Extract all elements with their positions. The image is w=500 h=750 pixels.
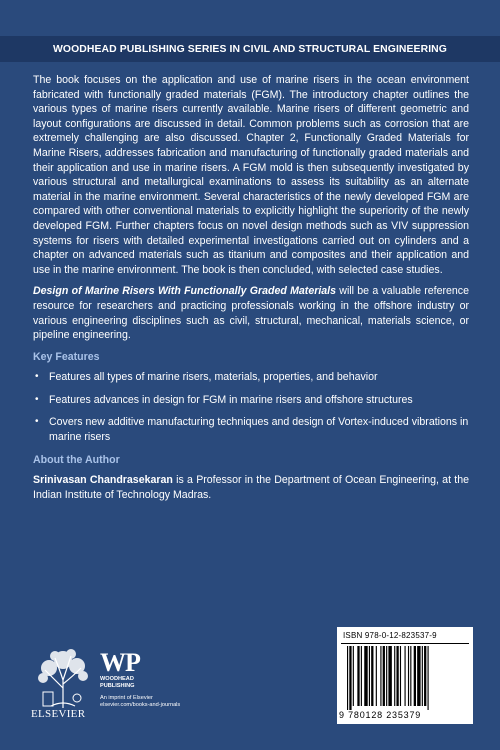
wp-name-line1: WOODHEAD: [100, 676, 134, 682]
elsevier-wordmark: ELSEVIER: [31, 708, 86, 720]
key-features-heading: Key Features: [33, 350, 100, 363]
feature-text: Features advances in design for FGM in marine risers and offshore structures: [49, 393, 413, 406]
feature-item: [33, 393, 469, 408]
bullet-icon: •: [35, 371, 39, 383]
series-banner: [0, 36, 500, 62]
isbn-label: ISBN 978-0-12-823537-9: [343, 631, 437, 640]
wp-name-line2: PUBLISHING: [100, 683, 135, 689]
imprint-line: An imprint of Elsevier: [100, 695, 153, 701]
barcode-digits: 9 780128 235379: [339, 710, 422, 720]
author-paragraph: [33, 473, 469, 502]
about-author-heading: About the Author: [33, 453, 120, 466]
wp-logo-mark: WP: [100, 648, 140, 677]
barcode-graphic: [341, 646, 469, 710]
description-paragraph: The book focuses on the application and use of marine risers in the ocean environment fabricated with functionally graded materials (FGM). The introductory chapter outlines the various types of marine risers currently available. Marine risers of different geometric and layout configurations are discussed in detail. Common problems such as corrosion that are extremely challenging are also discussed. Chapter 2, Functionally Graded Materials for Marine Risers, addresses fabrication and manufacturing of functionally graded materials and their application and use in marine risers. A FGM mold is then subsequently investigated by various structural and metallurgical examinations to assess its suitability as an alternate material in the marine environment. Several characteristics of the newly developed FGM are compared with other conventional materials to explicitly highlight the superiority of the newly developed FGM. Further chapters focus on novel design methods such as VIV suppression systems for risers with detailed experimental investigations carried out on cylinders and a chapter on advanced materials such as titanium and composites and their application and use in the marine environment. The book is then concluded, with selected case studies.: [33, 74, 469, 276]
audience-text: will be a valuable reference resource for researchers and practicing professionals working in the offshore industry or various engineering disciplines such as civil, structural, mechanical, materials science, or pipeline engineering.: [33, 285, 469, 342]
feature-item: [33, 370, 469, 385]
feature-item: [33, 415, 469, 444]
isbn-barcode-box: [337, 627, 473, 724]
series-banner-text: WOODHEAD PUBLISHING SERIES IN CIVIL AND STRUCTURAL ENGINEERING: [53, 43, 447, 55]
author-name: Srinivasan Chandrasekaran: [33, 474, 173, 487]
publisher-url: elsevier.com/books-and-journals: [100, 702, 181, 708]
key-features-list: [33, 370, 469, 444]
bullet-icon: •: [35, 416, 39, 428]
woodhead-publishing-logo: [100, 650, 190, 709]
isbn-divider: [341, 643, 469, 644]
bullet-icon: •: [35, 393, 39, 405]
elsevier-tree-logo: [33, 648, 93, 710]
book-title-italic: Design of Marine Risers With Functionally Graded Materials: [33, 285, 337, 298]
author-bio: is a Professor in the Department of Ocean Engineering, at the Indian Institute of Technology Madras.: [33, 474, 469, 501]
back-cover-text: [33, 73, 469, 509]
feature-text: Features all types of marine risers, materials, properties, and behavior: [49, 371, 378, 384]
feature-text: Covers new additive manufacturing techniques and design of Vortex-induced vibrations in marine risers: [49, 416, 469, 444]
audience-paragraph: [33, 284, 469, 342]
